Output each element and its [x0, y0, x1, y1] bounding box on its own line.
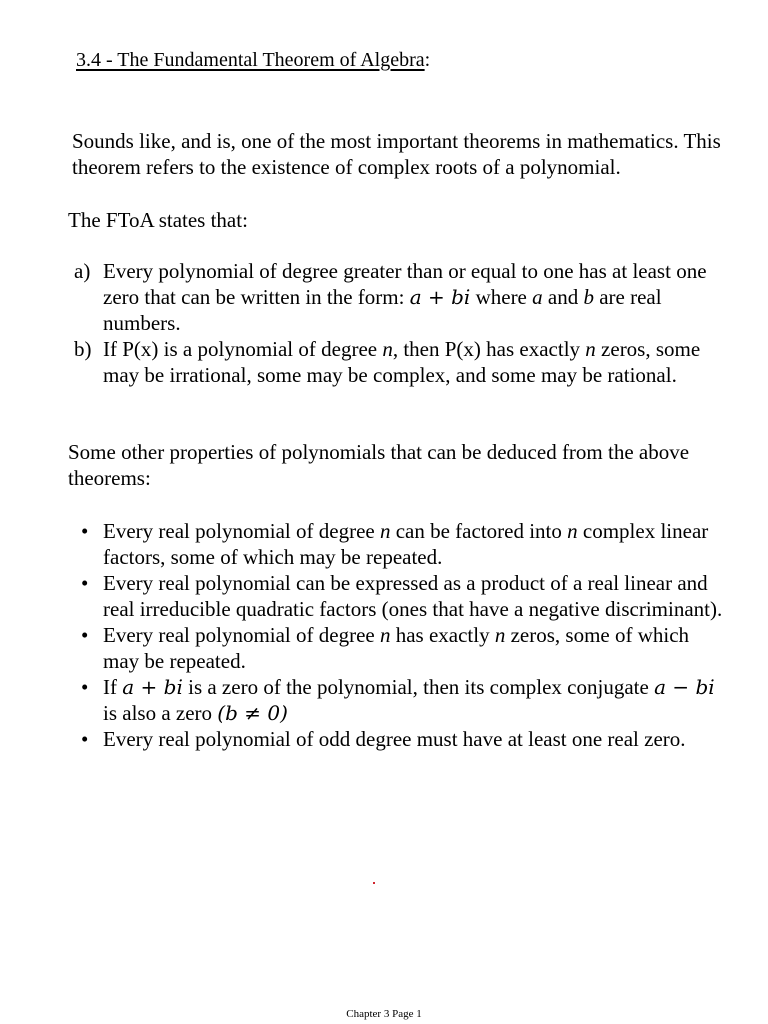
- stray-mark: [373, 882, 375, 884]
- variable-b: b: [583, 285, 594, 309]
- bullet-icon: •: [81, 571, 89, 595]
- bullet-icon: •: [81, 727, 89, 751]
- item-text: can be factored into: [390, 519, 568, 543]
- item-text: Every real polynomial of degree: [103, 623, 380, 647]
- ftoa-lead-text: The FToA states that:: [68, 208, 248, 232]
- variable-a: a: [532, 285, 543, 309]
- complex-form-math: a + bi: [409, 285, 471, 309]
- property-item: [68, 622, 728, 674]
- property-item: [68, 570, 728, 622]
- properties-lead-text: Some other properties of polynomials that can be deduced from the above theorems:: [68, 440, 690, 490]
- item-text: Every polynomial of degree greater than or equal to one has at least one zero that can be written in the form:: [103, 259, 707, 309]
- item-text: Every real polynomial can be expressed as a product of a real linear and real irreducible quadratic factors (ones that have a negative discriminant).: [103, 571, 723, 621]
- ftoa-item-b: [68, 336, 728, 388]
- item-text: is a zero of the polynomial, then its complex conjugate: [182, 675, 655, 699]
- property-item: [68, 726, 728, 752]
- bullet-icon: •: [81, 623, 89, 647]
- item-text: and: [542, 285, 584, 309]
- item-text: are real numbers.: [103, 285, 662, 335]
- item-text: is also a zero: [103, 701, 218, 725]
- page-footer: Chapter 3 Page 1: [346, 1008, 422, 1020]
- item-text: Every real polynomial of odd degree must have at least one real zero.: [103, 727, 686, 751]
- ftoa-item-a: [68, 258, 728, 336]
- list-marker: a): [74, 259, 91, 283]
- item-text: has exactly: [390, 623, 495, 647]
- item-text: where: [470, 285, 533, 309]
- property-item: [68, 674, 728, 726]
- variable-n: n: [379, 623, 391, 647]
- property-item: [68, 518, 728, 570]
- item-text: , then P(x) has exactly: [392, 337, 586, 361]
- item-text: Every real polynomial of degree: [103, 519, 380, 543]
- item-text: zeros, some may be irrational, some may be complex, and some may be rational.: [103, 337, 701, 387]
- ftoa-statement-list: [68, 258, 728, 388]
- item-text: If: [103, 675, 123, 699]
- bullet-icon: •: [81, 675, 89, 699]
- item-text: zeros, some of which may be repeated.: [103, 623, 690, 673]
- section-heading-colon: :: [424, 49, 431, 71]
- variable-n: n: [567, 519, 578, 543]
- condition-math: (b ≠ 0): [217, 701, 288, 725]
- item-text: If P(x) is a polynomial of degree: [103, 337, 383, 361]
- section-heading: 3.4 - The Fundamental Theorem of Algebra: [76, 49, 425, 71]
- variable-n: n: [379, 519, 391, 543]
- variable-n: n: [494, 623, 506, 647]
- intro-paragraph: Sounds like, and is, one of the most important theorems in mathematics. This theorem refers to the existence of complex roots of a polynomial.: [72, 129, 721, 179]
- complex-zero-math: a + bi: [122, 675, 183, 699]
- page-title: [76, 47, 430, 73]
- conjugate-math: a − bi: [654, 675, 715, 699]
- bullet-icon: •: [81, 519, 89, 543]
- variable-n: n: [585, 337, 596, 361]
- variable-n: n: [382, 337, 393, 361]
- properties-list: [68, 518, 728, 752]
- item-text: complex linear factors, some of which may be repeated.: [103, 519, 709, 569]
- list-marker: b): [74, 337, 92, 361]
